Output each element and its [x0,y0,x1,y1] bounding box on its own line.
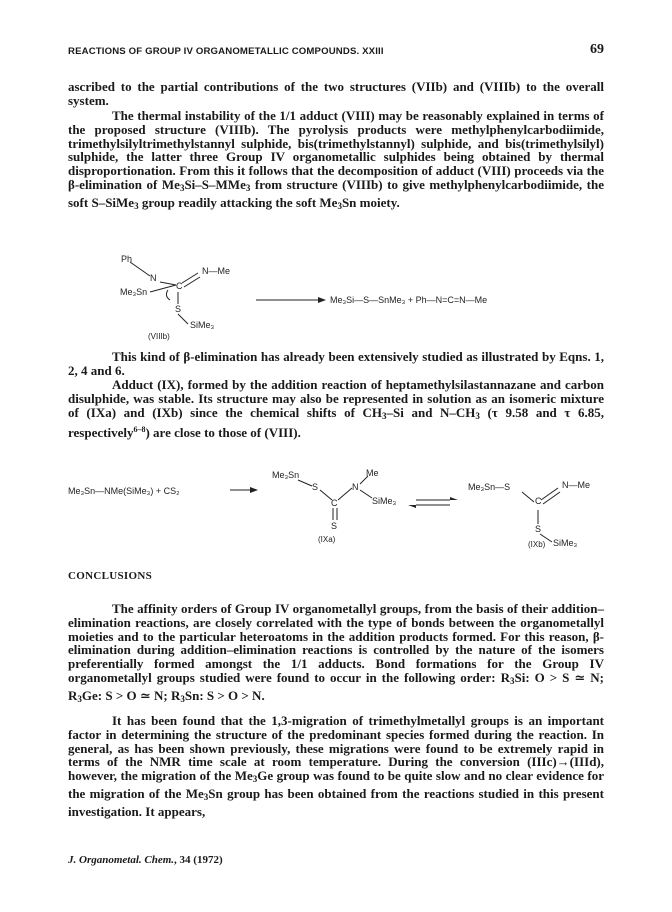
chem-s: S [175,304,182,314]
paragraph-affinity-orders: The affinity orders of Group IV organometallyl groups, from the basis of their addition–elimination reactions, are closely correlated with the type of bonds between the organometallyl moieties and to the particular heteroatoms in the addition products formed. For this reason, β-elimination during addition–elimination reactions is controlled by the nature of the isomers preferentially formed amongst the 1/1 adducts. Bond formations for the Group IV organometallyl groups studied were found to occur in the following order: $R_3Si$: O > S ≃ N; $R_3Ge$: S > O ≃ N; $R_3Sn$: S > O > N. [68,601,605,704]
chem-me3sn: Me₃Sn [272,470,300,480]
paragraph-text: The affinity orders of Group IV organometallyl groups, from the basis of their addition–elimination reactions, are closely correlated with the type of bonds between the organometallyl moieties and to the particular heteroatoms in the addition products formed. For this reason, β-elimination during addition–elimination reactions is controlled by the nature of the isomers preferentially formed amongst the 1/1 adducts. Bond formations for the Group IV organometallyl groups studied were found to occur in the following order: R [68,601,604,685]
paragraph-text: ) are close to those of (VIII). [145,425,301,441]
journal-volume: , 34 (1972) [174,854,223,866]
paragraph-text: Ge group was found to be quite slow and no clear evidence for the migration of the Me [68,768,604,801]
chem-me: Me [366,468,379,478]
journal-name: J. Organometal. Chem. [68,854,175,866]
paragraph-text: Ge: S > O ≃ N; R [81,687,181,703]
paragraph-text: from structure (VIIIb) to give methylphenylcarbodiimide, the soft S–SiMe [68,176,605,210]
chem-s: S [312,482,319,492]
paragraph-adduct-ix: Adduct (IX), formed by the addition reaction of heptamethylsilastannazane and carbon disulphide, was stable. Its structure may also be represented in solution as an isomeric mixture of (IXa) and (IXb) since the chemical shifts of $CH_3-Si$ and $N-CH_3$ (τ 9.58 and τ 6.85, respectively$^{6-8}$) are close to those of (VIII). [68,377,604,441]
paragraph-text: It has been found that the 1,3-migration of trimethylmetallyl groups is an important factor in determining the structure of the predominant species formed during the reaction. In general, as has been shown previously, these migrations were found to be extremely rapid in terms of the NMR time scale at room temperature. During the conversion (IIIc)→(IIId), however, the migration of the Me [68,713,604,784]
chem-s: S [535,524,542,534]
chem-me3sn-s: Me₃Sn—S [468,482,511,492]
paragraph-text: Sn moiety. [341,194,400,210]
paragraph-text: group readily attacking the soft Me [138,194,338,210]
paragraph-text: Sn: S > O > N. [184,687,265,703]
chem-sime3: SiMe₃ [190,320,215,330]
running-header: REACTIONS OF GROUP IV ORGANOMETALLIC COMPOUNDS. XXIII [68,46,384,57]
chem-c: C [331,498,338,508]
paragraph-text: Si–S–MMe [184,176,246,192]
chem-reactants: Me₃Sn—NMe(SiMe₃) + CS₂ [68,486,180,496]
paragraph-text: (τ 9.58 and τ 6.85, respectively [68,404,604,441]
compound-label-IXa: (IXa) [318,535,336,544]
page-number: 69 [590,42,604,57]
chem-n: N [352,482,359,492]
paragraph-thermal-instability: The thermal instability of the 1/1 adduct (VIII) may be reasonably explained in terms of the proposed structure (VIIIb). The pyrolysis products were methylphenylcarbodiimide, trimethylsilyltrimethylstannyl sulphide, bis(trimethylstannyl) sulphide, and bis(trimethylsilyl) sulphide, the latter three Group IV organometallic sulphides being obtained by thermal disproportionation. From this it follows that the decomposition of adduct (VIII) proceeds via the β-elimination of $Me_3Si-S-MMe_3$ from structure (VIIIb) to give methylphenylcarbodiimide, the soft S–SiMe$_3$ group readily attacking the soft $Me_3Sn$ moiety. [68,108,605,211]
paragraph-text: Si: O > S ≃ N; R [68,669,605,703]
chem-ph: Ph [121,254,133,264]
reference-superscript: 6–8 [133,425,146,435]
compound-label-VIIIb: (VIIIb) [148,332,170,341]
chem-c: C [535,496,542,506]
paragraph-migration: It has been found that the 1,3-migration of trimethylmetallyl groups is an important factor in determining the structure of the predominant species formed during the reaction. In general, as has been shown previously, these migrations were found to be extremely rapid in terms of the NMR time scale at room temperature. During the conversion (IIIc)→(IIId), however, the migration of the $Me_3Ge$ group was found to be quite slow and no clear evidence for the migration of the $Me_3Sn$ group has been obtained from the reactions studied in this present investigation. It appears, [68,713,604,819]
paragraph-text: The thermal instability of the 1/1 adduct (VIII) may be reasonably explained in terms of the proposed structure (VIIIb). The pyrolysis products were methylphenylcarbodiimide, trimethylsilyltrimethylstannyl sulphide, bis(trimethylstannyl) sulphide, and bis(trimethylsilyl) sulphide, the latter three Group IV organometallic sulphides being obtained by thermal disproportionation. From this it follows that the decomposition of adduct (VIII) proceeds via the β-elimination of Me [68,108,604,192]
chem-sime3: SiMe₃ [553,538,578,548]
chem-sime3: SiMe₃ [372,496,397,506]
paragraph-text: ascribed to the partial contributions of the two structures (VIIb) and (VIIIb) to the overall system. [68,79,604,108]
paragraph-text: Adduct (IX), formed by the addition reaction of heptamethylsilastannazane and carbon disulphide, was stable. Its structure may also be represented in solution as an isomeric mixture of (IXa) and (IXb) since the chemical shifts of CH [68,377,604,420]
chem-nme: N—Me [562,480,591,490]
chem-nme: N—Me [202,266,231,276]
chem-products: Me₃Si—S—SnMe₃ + Ph—N=C=N—Me [330,295,488,305]
journal-footer [68,854,223,866]
paragraph-text: This kind of β-elimination has already been extensively studied as illustrated by Eqns. 1, 2, 4 and 6. [68,349,604,378]
paragraph-text: –Si and N–CH [386,404,476,420]
chem-me3sn: Me₃Sn [120,287,148,297]
paragraph-text: Sn group has been obtained from the reactions studied in this present investigation. It appears, [68,785,604,819]
chem-s: S [331,521,338,531]
compound-label-IXb: (IXb) [528,540,546,549]
section-heading: CONCLUSIONS [68,570,152,582]
chem-c: C [176,281,183,291]
chem-n: N [150,273,157,283]
